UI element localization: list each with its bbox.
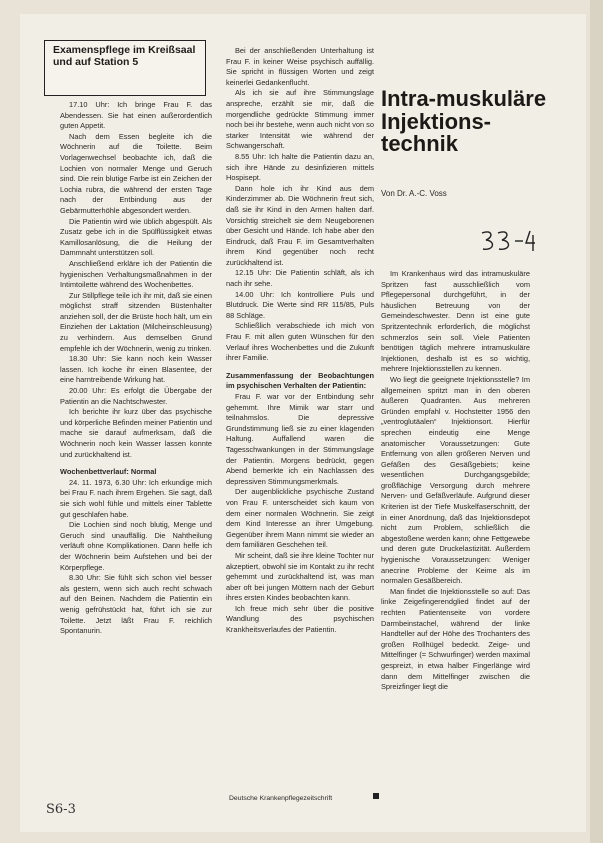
paragraph: Mir scheint, daß sie ihre kleine Tochter nur akzeptiert, obwohl sie im Kontakt zu ihr recht gehemmt und zurückhaltend ist, was man aber oft bei jungen Müttern nach der Geburt ihres ersten Kindes beobachten kann.: [226, 550, 374, 603]
paragraph: Die Patientin wird wie üblich abgespült. Als Zusatz gebe ich in die Spülflüssigkeit etwas Kamillosanlösung, die die Heilung der Dammnaht unterstützen soll.: [60, 216, 212, 258]
paragraph: 24. 11. 1973, 6.30 Uhr: Ich erkundige mich bei Frau F. nach ihrem Ergehen. Sie sagt, daß sie sich wohl fühle und mittels einer Tablette gut geschlafen habe.: [60, 477, 212, 519]
paragraph: Man findet die Injektionsstelle so auf: Das linke Zeigefingerendglied findet auf der rechten Patientenseite von vordere Darmbeinstachel, während der linke Handteller auf der Höhe des Trochanters des großen Rollhügel bedeckt. Zeige- und Mittelfinger (= Schwurfinger) werden maximal gespreizt, in etwa halber Fingerlänge wird dann dem Mittelfinger zwischen die Spreizfinger liegt die: [381, 586, 530, 692]
paragraph: Im Krankenhaus wird das intramuskuläre Spritzen fast ausschließlich vom Pflegepersonal durchgeführt, in der häuslichen Betreuung von der Gemeindeschwester. Denn ist eine gute Spritzentechnik erforderlich, die möglichst schmerzlos sein soll. Viele Patienten benötigen täglich mehrere intramuskuläre Injektionen, deshalb ist es so wichtig, mehrere Injektionsstellen zu kennen.: [381, 269, 530, 374]
paragraph: Die Lochien sind noch blutig, Menge und Geruch sind unauffällig. Die Nahtheilung verläuft ohne Komplikationen. Dann helfe ich der Wöchnerin beim Aufstehen und bei der Körperpflege.: [60, 520, 212, 572]
subheading: Zusammenfassung der Beobachtungen im psychischen Verhalten der Patientin:: [226, 370, 374, 391]
publication-credit: Deutsche Krankenpflegezeitschrift: [229, 795, 333, 802]
paragraph: 18.30 Uhr: Sie kann noch kein Wasser lassen. Ich koche ihr einen Blasentee, der eine harntreibende Wirkung hat.: [60, 354, 212, 385]
section-title: Examenspflege im Kreißsaal und auf Station 5: [53, 44, 196, 68]
paragraph: Der augenblickliche psychische Zustand von Frau F. unterscheidet sich kaum von dem einer normalen Wöchnerin. Sie zeigt dem Kind Interesse an ihrer Umgebung. Gegenüber ihrem Mann nimmt sie wieder an dem familiären Geschehen teil.: [226, 487, 374, 550]
end-marker-icon: [373, 793, 379, 799]
paragraph: Anschließend erkläre ich der Patientin die hygienischen Verhaltungsmaßnahmen in der Intimtoilette während des Wochenbettes.: [60, 258, 212, 290]
page-number: S6-3: [46, 802, 76, 817]
paragraph: Schließlich verabschiede ich mich von Frau F. mit allen guten Wünschen für den Verlauf ihres Wochenbettes und die Zukunft ihrer Familie.: [226, 321, 374, 363]
paragraph: Nach dem Essen begleite ich die Wöchnerin auf die Toilette. Beim Vorlagenwechsel beobachte ich, daß die Lochien von normaler Menge und Geruch sind. Die rein blutige Farbe ist ein Zeichen der Lochia rubra, die während der ersten Tage nach der Entbindung aus der Gebärmutterhöhle abgesondert werden.: [60, 131, 212, 215]
paragraph: Ich berichte ihr kurz über das psychische und körperliche Befinden meiner Patientin und mache sie darauf aufmerksam, daß die Wöchnerin noch kein Wasser lassen konnte und zurückhaltend ist.: [60, 407, 212, 459]
paragraph: 14.00 Uhr: Ich kontrolliere Puls und Blutdruck. Die Werte sind RR 115/85, Puls 88 Schläge.: [226, 289, 374, 320]
paragraph: 8.55 Uhr: Ich halte die Patientin dazu an, sich ihre Hände zu desinfizieren mittels Hospisept.: [226, 151, 374, 183]
paragraph: Bei der anschließenden Unterhaltung ist Frau F. in keiner Weise psychisch auffällig. Sie spricht in flüssigen Worten und zeigt keinerlei Gedankenflucht.: [226, 46, 374, 87]
paragraph: 12.15 Uhr: Die Patientin schläft, als ich nach ihr sehe.: [226, 268, 374, 289]
section-box: [44, 40, 206, 96]
paragraph: 20.00 Uhr: Es erfolgt die Übergabe der Patientin an die Nachtschwester.: [60, 386, 212, 406]
article-headline: Intra-muskuläre Injektions-technik: [381, 86, 547, 156]
paragraph: Frau F. war vor der Entbindung sehr gehemmt. Ihre Mimik war starr und teilnahmslos. Die depressive Grundstimmung ließ sie zu einer klagenden Haltung. Auffallend waren die Tagesschwankungen in der Stimmungslage der Patientin. Morgens bedrückt, gegen Abend bemerkte ich ein Nachlassen des depressiven Stimmungsmerkmals.: [226, 392, 374, 486]
paragraph: 17.10 Uhr: Ich bringe Frau F. das Abendessen. Sie hat einen außerordentlich guten Appetit.: [60, 100, 212, 131]
paragraph: 8.30 Uhr: Sie fühlt sich schon viel besser als gestern, wenn sich auch recht schwach auf den Beinen. Nachdem die Patientin ein wenig gefrühstückt hat, führt ich sie zur Toilette. Jetzt läßt Frau F. reichlich Spontanurin.: [60, 573, 212, 636]
column-3: [381, 269, 530, 693]
paragraph: Ich freue mich sehr über die positive Wandlung des psychischen Krankheitsverlaufes der Patientin.: [226, 603, 374, 635]
paragraph: Als ich sie auf ihre Stimmungslage anspreche, erzählt sie mir, daß die morgendliche gedrückte Stimmung immer noch bei ihr bestehe, wenn auch nicht von so starker Intensität wie während der Schwangerschaft.: [226, 88, 374, 151]
paragraph: Zur Stillpflege teile ich ihr mit, daß sie einen möglichst straff sitzenden Büstenhalter anziehen soll, der die Brüste hoch hält, um ein Einziehen der Laktation (Milcheinschleusung) zu verhindern. Aus demselben Grund empfehle ich der Wöchnerin, wenig zu trinken.: [60, 290, 212, 353]
page-fold-shadow: [590, 0, 603, 843]
handwritten-note: [478, 227, 538, 257]
author-byline: Von Dr. A.-C. Voss: [381, 189, 447, 198]
column-1: [60, 100, 212, 637]
paragraph: Dann hole ich ihr Kind aus dem Kinderzimmer ab. Die Wöchnerin freut sich, daß sie ihr Kind in den Armen halten darf. Vorsichtig streichelt sie dem Neugeborenen über Gesicht und Hände. Ich habe aber den Eindruck, daß Frau F. im Gesamtverhalten ihrem Kind gegenüber noch recht zurückhaltend ist.: [226, 183, 374, 267]
column-2: [226, 46, 374, 636]
paragraph: Wo liegt die geeignete Injektionsstelle? Im allgemeinen spritzt man in den oberen äußeren Quadranten. Aus mehreren Gründen empfahl v. Hochstetter 1956 den „ventroglutäalen“ Injektionsort. Hierfür sprechen eindeutig eine Menge anatomischer Voraussetzungen: Gute Entfernung von allen größeren Nerven und Gefäßen des Gesäßgebiets; keine wesentlichen Durchgangsgebilde; großflächige Versorgung durch mehrere Nerven- und Gefäßverläufe. Aufgrund dieser Kriterien ist der Tiefe Muskelfaserschnitt, der in einer Anordnung, daß das Injektionsdepot nicht zum Problem, schließlich die abgestoßene werden kann; ohne Fettgewebe und deren gute Druckelastizität. Außerdem hygienische Voraussetzungen: Weniger anecrine Probleme der Keime als im normalen Gesäßbereich.: [381, 374, 530, 586]
subheading: Wochenbettverlauf: Normal: [60, 467, 157, 477]
